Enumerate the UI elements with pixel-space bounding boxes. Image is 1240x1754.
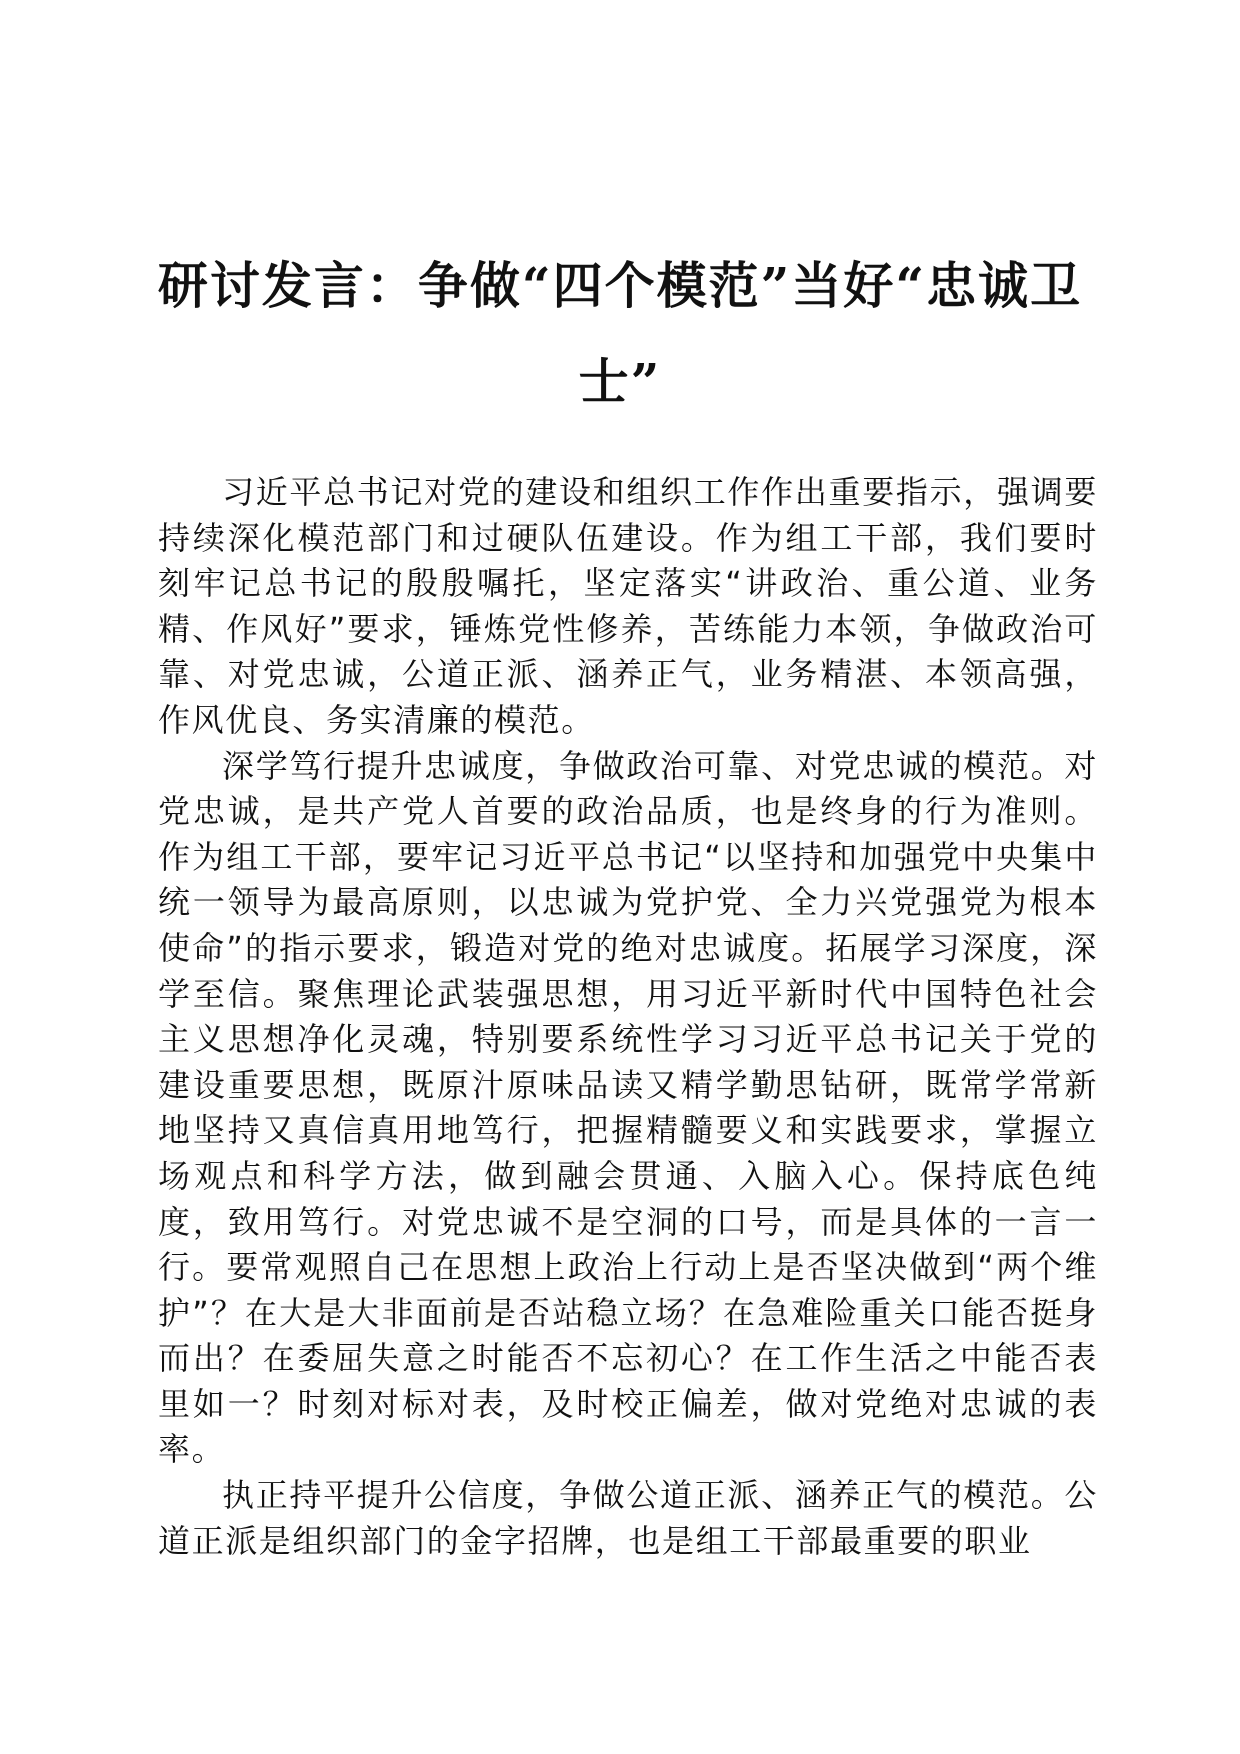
paragraph-intro: 习近平总书记对党的建设和组织工作作出重要指示，强调要持续深化模范部门和过硬队伍建设。作为组工干部，我们要时刻牢记总书记的殷殷嘱托，坚定落实“讲政治、重公道、业务精、作风好”要求，锤炼党性修养，苦练能力本领，争做政治可靠、对党忠诚，公道正派、涵养正气，业务精湛、本领高强，作风优良、务实清廉的模范。 — [158, 473, 1098, 739]
document-body — [158, 470, 1098, 1564]
document-title: 研讨发言：争做“四个模范”当好“忠诚卫士” — [157, 256, 1083, 411]
paragraph-loyalty: 深学笃行提升忠诚度，争做政治可靠、对党忠诚的模范。对党忠诚，是共产党人首要的政治品质，也是终身的行为准则。作为组工干部，要牢记习近平总书记“以坚持和加强党中央集中统一领导为最高原则，以忠诚为党护党、全力兴党强党为根本使命”的指示要求，锻造对党的绝对忠诚度。拓展学习深度，深学至信。聚焦理论武装强思想，用习近平新时代中国特色社会主义思想净化灵魂，特别要系统性学习习近平总书记关于党的建设重要思想，既原汁原味品读又精学勤思钻研，既常学常新地坚持又真信真用地笃行，把握精髓要义和实践要求，掌握立场观点和科学方法，做到融会贯通、入脑入心。保持底色纯度，致用笃行。对党忠诚不是空洞的口号，而是具体的一言一行。要常观照自己在思想上政治上行动上是否坚决做到“两个维护”？在大是大非面前是否站稳立场？在急难险重关口能否挺身而出？在委屈失意之时能否不忘初心？在工作生活之中能否表里如一？时刻对标对表，及时校正偏差，做对党绝对忠诚的表率。 — [158, 746, 1098, 1469]
paragraph-fairness: 执正持平提升公信度，争做公道正派、涵养正气的模范。公道正派是组织部门的金字招牌，也是组工干部最重要的职业 — [158, 1476, 1098, 1560]
